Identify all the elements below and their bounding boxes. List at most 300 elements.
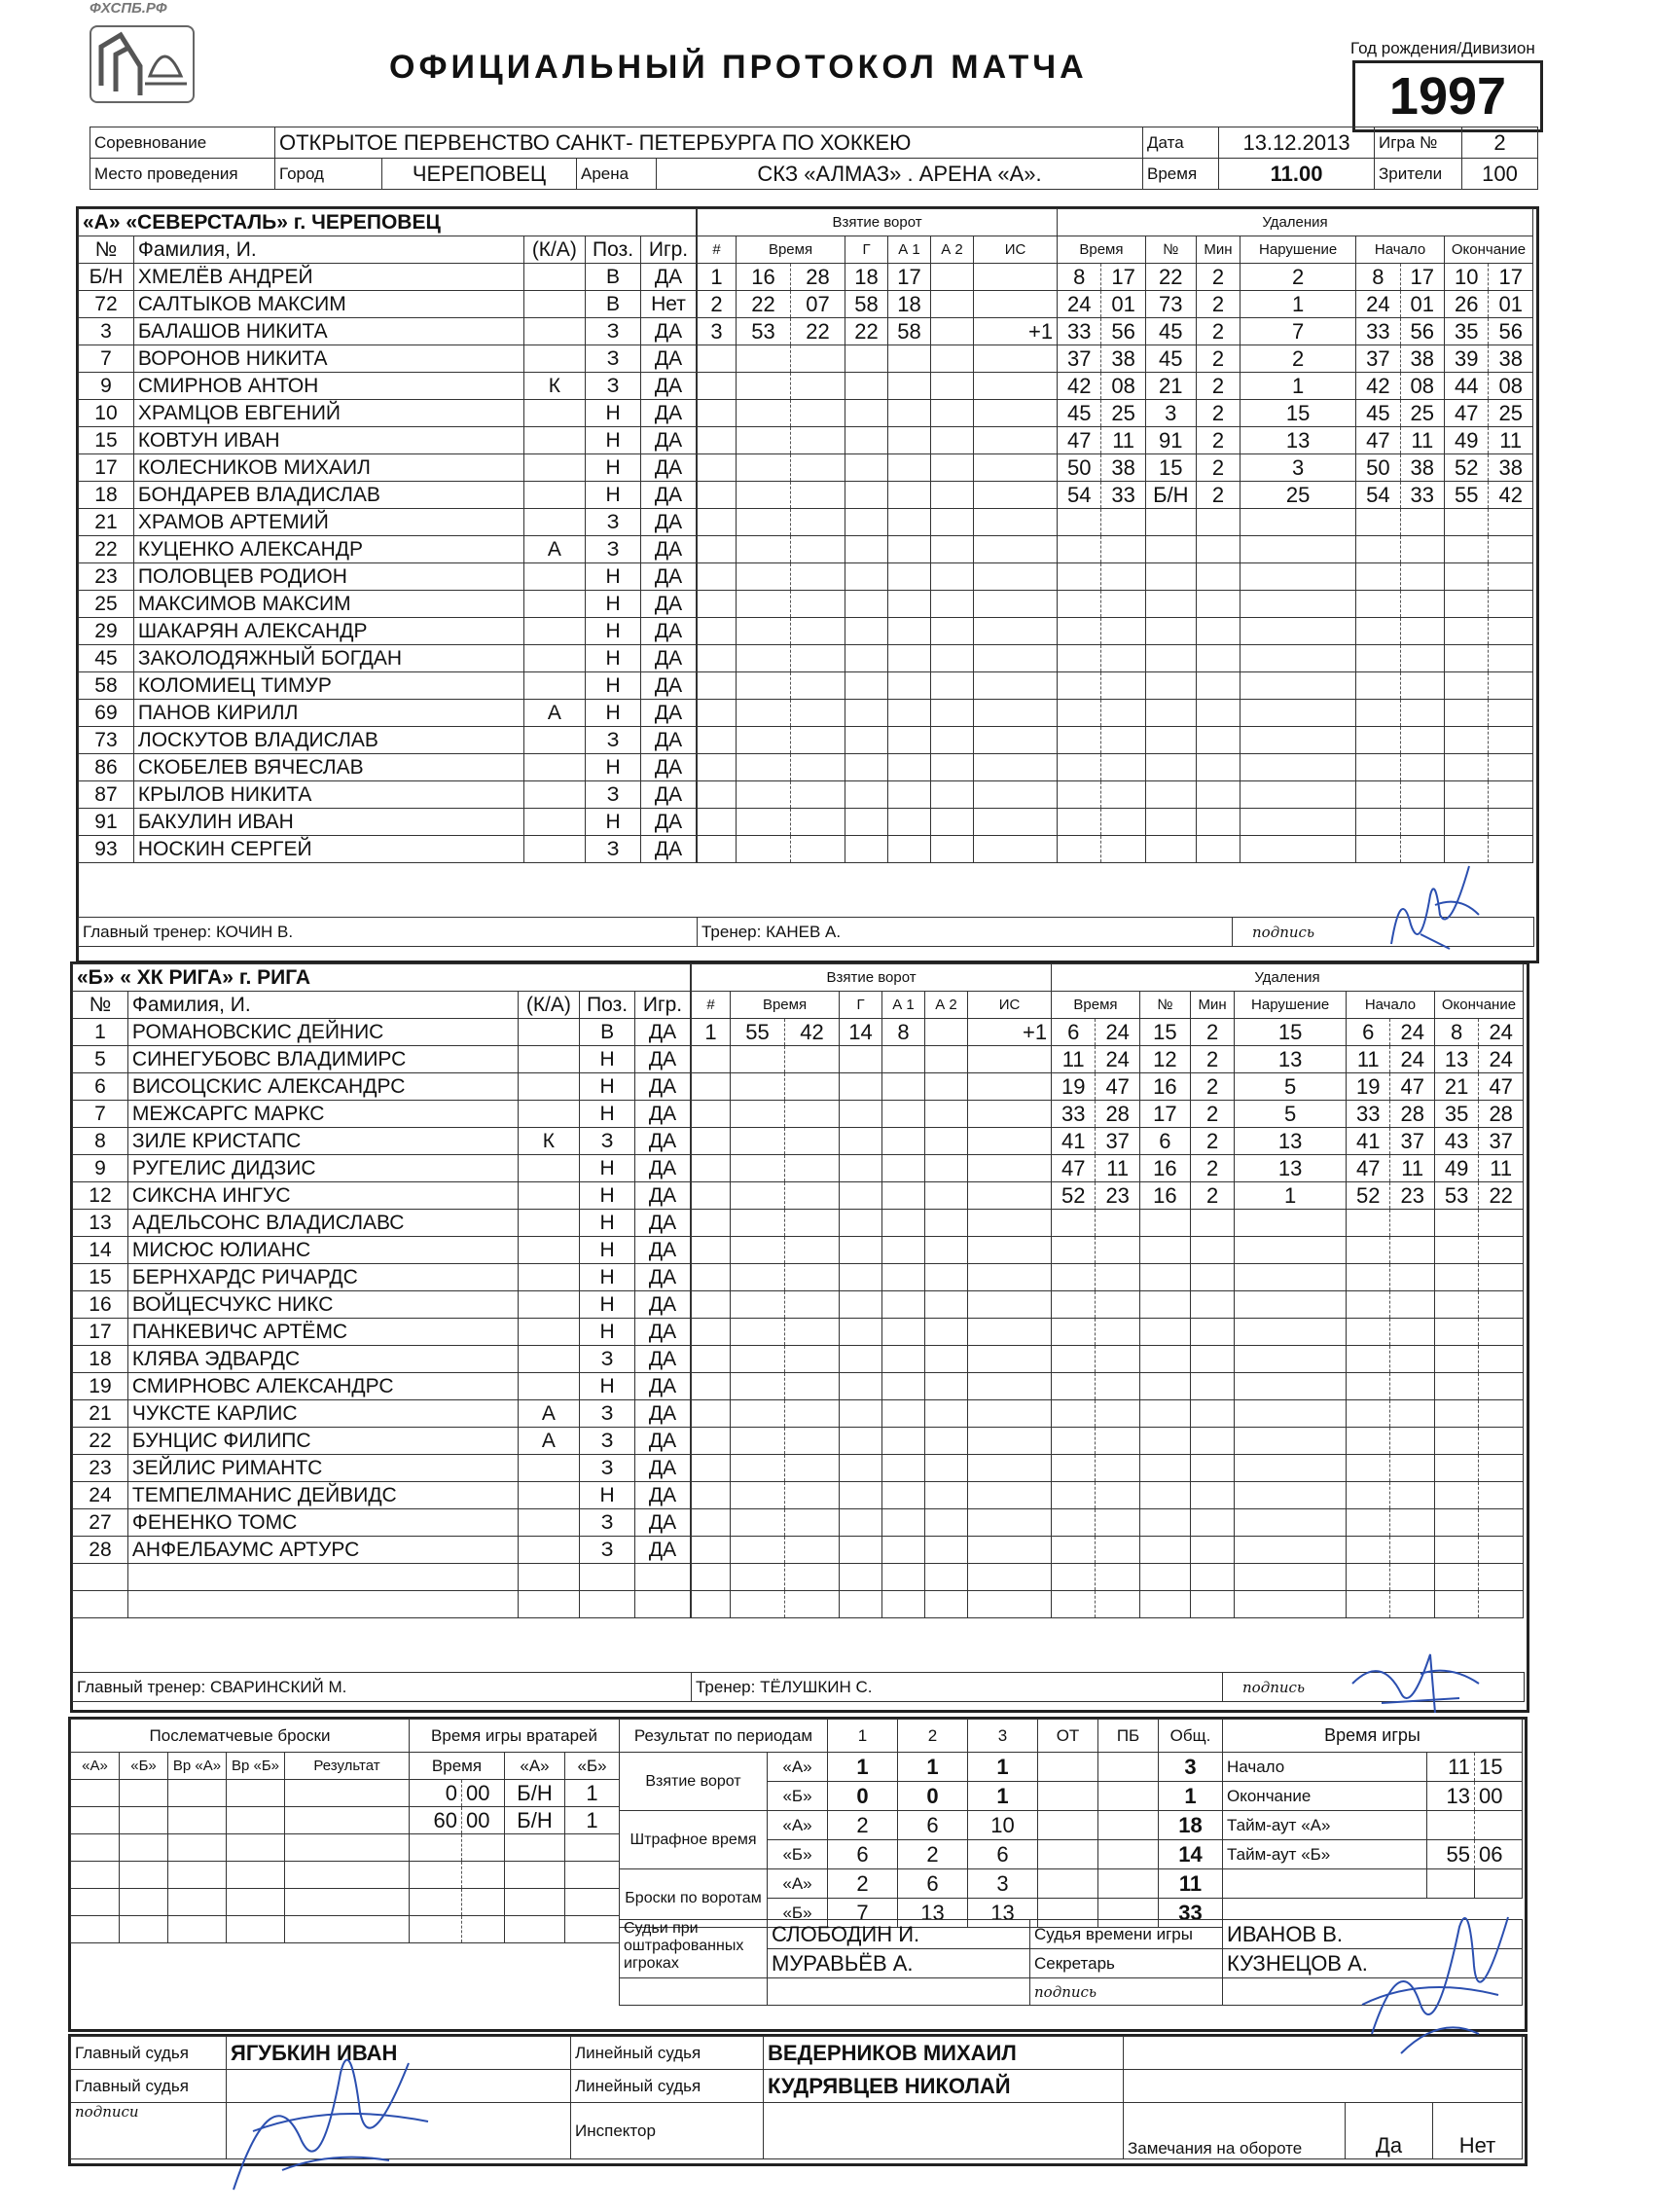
empty-cell xyxy=(737,536,791,563)
empty-cell xyxy=(698,345,737,373)
player-played: ДА xyxy=(635,1428,691,1455)
player-name: ХРАМОВ АРТЕМИЙ xyxy=(133,509,523,536)
empty-cell xyxy=(1434,1564,1478,1591)
player-number: 27 xyxy=(73,1509,128,1537)
pen-end-sec: 11 xyxy=(1489,427,1533,454)
goal-row xyxy=(698,509,1058,536)
empty-cell xyxy=(1434,1455,1478,1482)
empty-cell xyxy=(1390,1400,1434,1428)
pen-player: 45 xyxy=(1145,318,1196,345)
penalty-row xyxy=(1058,754,1533,781)
game-time-sec: 15 xyxy=(1475,1753,1523,1782)
empty-cell xyxy=(1434,1346,1478,1373)
goal-row xyxy=(692,1319,1052,1346)
empty-cell xyxy=(692,1155,731,1182)
empty-cell xyxy=(1196,781,1240,809)
spectators-label: Зрители xyxy=(1375,159,1462,190)
pim-value: 18 xyxy=(1159,1811,1223,1840)
pen-min: 41 xyxy=(1052,1128,1096,1155)
so-col-vrb: Вр «Б» xyxy=(227,1753,285,1780)
player-played: ДА xyxy=(641,345,697,373)
empty-cell xyxy=(1235,1291,1347,1319)
empty-cell xyxy=(968,1291,1052,1319)
player-name: ЗЕЙЛИС РИМАНТС xyxy=(127,1455,518,1482)
team-b-tag: «Б» xyxy=(768,1782,828,1811)
player-position: З xyxy=(586,373,641,400)
empty-cell xyxy=(1139,1564,1190,1591)
penalty-row xyxy=(1052,1237,1524,1264)
empty-cell xyxy=(882,1428,925,1455)
empty-cell xyxy=(692,1291,731,1319)
empty-cell xyxy=(692,1210,731,1237)
penalty-row xyxy=(1052,1073,1524,1101)
p-col-time: Время xyxy=(1058,236,1146,264)
goal-row xyxy=(692,1291,1052,1319)
team-a-tag: «А» xyxy=(768,1869,828,1899)
goal-min: 53 xyxy=(737,318,791,345)
empty-cell xyxy=(925,1537,968,1564)
player-position: З xyxy=(580,1509,635,1537)
penalty-row xyxy=(1052,1046,1524,1073)
empty-cell xyxy=(737,727,791,754)
goals-label: Взятие ворот xyxy=(620,1753,768,1811)
empty-cell xyxy=(968,1537,1052,1564)
empty-cell xyxy=(882,1264,925,1291)
g-col-g: Г xyxy=(840,992,882,1019)
empty-cell xyxy=(785,1237,840,1264)
empty-cell xyxy=(1240,591,1356,618)
goal-row xyxy=(692,1509,1052,1537)
p-col-min: Мин xyxy=(1190,992,1234,1019)
penalty-row xyxy=(1058,264,1533,291)
pen-player: 45 xyxy=(1145,345,1196,373)
pen-end-min: 44 xyxy=(1444,373,1488,400)
empty-cell xyxy=(974,781,1058,809)
empty-cell xyxy=(692,1128,731,1155)
team-b-trainer: ТЁЛУШКИН С. xyxy=(760,1677,873,1696)
game-time-label: Тайм-аут «А» xyxy=(1223,1811,1427,1840)
player-captain xyxy=(518,1455,579,1482)
empty-cell xyxy=(737,345,791,373)
pen-min: 50 xyxy=(1058,454,1101,482)
empty-cell xyxy=(1101,781,1145,809)
empty-cell xyxy=(1400,536,1444,563)
pen-end-sec: 37 xyxy=(1479,1128,1524,1155)
player-row xyxy=(79,672,697,700)
penalty-row xyxy=(1052,1101,1524,1128)
empty-cell xyxy=(925,1591,968,1618)
empty-cell xyxy=(731,1319,785,1346)
team-a-coaches xyxy=(78,917,1534,947)
g-col-time: Время xyxy=(731,992,840,1019)
empty-cell xyxy=(1400,781,1444,809)
player-position xyxy=(580,1591,635,1618)
goal-sec: 28 xyxy=(791,264,845,291)
empty-cell xyxy=(1139,1509,1190,1537)
empty-cell xyxy=(1347,1455,1390,1482)
player-position: Н xyxy=(586,427,641,454)
empty-cell xyxy=(71,1916,120,1943)
shots-value: 11 xyxy=(1159,1869,1223,1899)
player-row xyxy=(73,1182,691,1210)
player-name: СМИРНОВ АНТОН xyxy=(133,373,523,400)
remarks-yes[interactable]: Да xyxy=(1346,2103,1433,2159)
pim-row xyxy=(620,1811,1223,1840)
goalie-row xyxy=(410,1834,620,1862)
comp-label: Соревнование xyxy=(90,127,275,159)
pen-end-sec: 56 xyxy=(1489,318,1533,345)
empty-cell xyxy=(845,700,888,727)
empty-cell xyxy=(925,1073,968,1101)
empty-cell xyxy=(168,1834,227,1862)
goal-scorer: 18 xyxy=(845,264,888,291)
empty-cell xyxy=(1489,754,1533,781)
player-position xyxy=(580,1564,635,1591)
player-captain xyxy=(523,345,585,373)
player-name: БЕРНХАРДС РИЧАРДС xyxy=(127,1264,518,1291)
penalty-row xyxy=(1052,1182,1524,1210)
player-captain xyxy=(523,563,585,591)
box-judge-2: МУРАВЬЁВ А. xyxy=(768,1949,1030,1978)
game-number: 2 xyxy=(1462,127,1538,159)
empty-cell xyxy=(785,1509,840,1537)
pen-end-min: 21 xyxy=(1434,1073,1478,1101)
empty-cell xyxy=(1479,1319,1524,1346)
empty-cell xyxy=(785,1537,840,1564)
pen-minutes: 2 xyxy=(1196,318,1240,345)
empty-cell xyxy=(791,836,845,863)
pen-end-sec: 47 xyxy=(1479,1073,1524,1101)
per-col-total: Общ. xyxy=(1159,1720,1223,1753)
shootout-row xyxy=(71,1780,410,1807)
player-played: ДА xyxy=(635,1073,691,1101)
empty-cell xyxy=(227,1780,285,1807)
empty-cell xyxy=(974,400,1058,427)
empty-cell xyxy=(882,1182,925,1210)
empty-cell xyxy=(925,1373,968,1400)
goal-row xyxy=(692,1210,1052,1237)
pen-end-min: 43 xyxy=(1434,1128,1478,1155)
empty-cell xyxy=(168,1889,227,1916)
player-played: ДА xyxy=(641,754,697,781)
pen-sec: 11 xyxy=(1096,1155,1139,1182)
pen-start-min: 41 xyxy=(1347,1128,1390,1155)
empty-cell xyxy=(931,672,974,700)
empty-cell xyxy=(1479,1400,1524,1428)
penalty-row xyxy=(1058,318,1533,345)
empty-cell xyxy=(1101,836,1145,863)
player-number: 29 xyxy=(79,618,134,645)
empty-cell xyxy=(968,1400,1052,1428)
pen-start-min: 45 xyxy=(1356,400,1400,427)
empty-cell xyxy=(974,482,1058,509)
empty-cell xyxy=(565,1916,620,1943)
empty-cell xyxy=(698,427,737,454)
empty-cell xyxy=(845,754,888,781)
empty-cell xyxy=(1444,809,1488,836)
coach-label: Главный тренер: xyxy=(77,1677,206,1696)
shootout-row xyxy=(71,1807,410,1834)
empty-cell xyxy=(925,1210,968,1237)
empty-cell xyxy=(1196,563,1240,591)
empty-cell xyxy=(227,1834,285,1862)
empty-cell xyxy=(974,509,1058,536)
pen-min: 37 xyxy=(1058,345,1101,373)
player-number: 23 xyxy=(73,1455,128,1482)
empty-cell xyxy=(1145,809,1196,836)
empty-cell xyxy=(925,1101,968,1128)
empty-cell xyxy=(71,1780,120,1807)
empty-cell xyxy=(888,836,931,863)
player-name: ПОЛОВЦЕВ РОДИОН xyxy=(133,563,523,591)
empty-cell xyxy=(791,373,845,400)
empty-cell xyxy=(1479,1537,1524,1564)
pen-infraction: 3 xyxy=(1240,454,1356,482)
player-number: 24 xyxy=(73,1482,128,1509)
empty-cell xyxy=(1096,1264,1139,1291)
empty-cell xyxy=(1356,672,1400,700)
player-captain xyxy=(518,1509,579,1537)
pen-start-min: 54 xyxy=(1356,482,1400,509)
team-b-signature xyxy=(1343,1635,1489,1722)
empty-cell xyxy=(731,1182,785,1210)
empty-cell xyxy=(968,1591,1052,1618)
player-row xyxy=(73,1564,691,1591)
so-col-vra: Вр «А» xyxy=(168,1753,227,1780)
goal-row xyxy=(692,1591,1052,1618)
pim-value xyxy=(1098,1811,1159,1840)
empty-cell xyxy=(1139,1482,1190,1509)
pen-end-min: 39 xyxy=(1444,345,1488,373)
empty-cell xyxy=(1356,563,1400,591)
pen-min: 6 xyxy=(1052,1019,1096,1046)
empty-cell xyxy=(840,1210,882,1237)
player-captain xyxy=(518,1182,579,1210)
empty-cell xyxy=(925,1564,968,1591)
player-position: Н xyxy=(586,672,641,700)
pen-start-min: 47 xyxy=(1356,427,1400,454)
empty-cell xyxy=(1196,754,1240,781)
player-row xyxy=(73,1155,691,1182)
empty-cell xyxy=(882,1564,925,1591)
player-captain xyxy=(518,1537,579,1564)
empty-cell xyxy=(1390,1564,1434,1591)
pen-infraction: 5 xyxy=(1235,1073,1347,1101)
empty-cell xyxy=(1434,1237,1478,1264)
goal-assist-2 xyxy=(931,264,974,291)
g-col-a1: А 1 xyxy=(888,236,931,264)
penalty-row xyxy=(1058,781,1533,809)
player-played: ДА xyxy=(641,536,697,563)
pen-infraction: 13 xyxy=(1240,427,1356,454)
empty-cell xyxy=(692,1428,731,1455)
empty-cell xyxy=(974,727,1058,754)
empty-cell xyxy=(925,1046,968,1073)
empty-cell xyxy=(731,1482,785,1509)
pen-minutes: 2 xyxy=(1190,1019,1234,1046)
goal-row xyxy=(698,454,1058,482)
empty-cell xyxy=(1052,1210,1096,1237)
pen-player: 15 xyxy=(1145,454,1196,482)
pen-start-sec: 24 xyxy=(1390,1046,1434,1073)
pen-player: 16 xyxy=(1139,1182,1190,1210)
pen-infraction: 15 xyxy=(1235,1019,1347,1046)
player-played: ДА xyxy=(641,809,697,836)
empty-cell xyxy=(882,1537,925,1564)
empty-cell xyxy=(925,1455,968,1482)
pen-player: 17 xyxy=(1139,1101,1190,1128)
empty-cell xyxy=(285,1834,410,1862)
empty-cell xyxy=(737,509,791,536)
player-played: ДА xyxy=(641,318,697,345)
gk-col-a: «А» xyxy=(505,1753,565,1780)
player-played: ДА xyxy=(635,1455,691,1482)
p-col-start: Начало xyxy=(1356,236,1445,264)
empty-cell xyxy=(882,1128,925,1155)
coach-label: Главный тренер: xyxy=(83,922,212,941)
player-played: ДА xyxy=(635,1291,691,1319)
goal-number: 1 xyxy=(698,264,737,291)
empty-cell xyxy=(974,645,1058,672)
player-name: ЗИЛЕ КРИСТАПС xyxy=(127,1128,518,1155)
empty-cell xyxy=(565,1862,620,1889)
pen-end-sec: 17 xyxy=(1489,264,1533,291)
empty-cell xyxy=(840,1400,882,1428)
goal-min: 22 xyxy=(737,291,791,318)
empty-cell xyxy=(888,591,931,618)
penalty-row xyxy=(1052,1455,1524,1482)
empty-cell xyxy=(1240,836,1356,863)
pen-end-min: 8 xyxy=(1434,1019,1478,1046)
empty-cell xyxy=(692,1509,731,1537)
pen-player: 73 xyxy=(1145,291,1196,318)
empty-cell xyxy=(1101,509,1145,536)
player-played: ДА xyxy=(635,1346,691,1373)
player-number: 13 xyxy=(73,1210,128,1237)
empty-cell xyxy=(931,700,974,727)
pen-end-min: 13 xyxy=(1434,1046,1478,1073)
g-col-a1: А 1 xyxy=(882,992,925,1019)
player-number: 5 xyxy=(73,1046,128,1073)
empty-cell xyxy=(120,1916,168,1943)
player-played: ДА xyxy=(641,509,697,536)
empty-cell xyxy=(1052,1482,1096,1509)
pen-start-sec: 01 xyxy=(1400,291,1444,318)
player-number: 73 xyxy=(79,727,134,754)
pen-minutes: 2 xyxy=(1196,291,1240,318)
empty-cell xyxy=(968,1101,1052,1128)
goal-row xyxy=(692,1482,1052,1509)
game-time-label: Тайм-аут «Б» xyxy=(1223,1840,1427,1869)
pen-sec: 47 xyxy=(1096,1073,1139,1101)
empty-cell xyxy=(1190,1291,1234,1319)
goal-assist-1: 58 xyxy=(888,318,931,345)
shootout-title: Послематчевые броски xyxy=(71,1720,410,1753)
arena-label: Арена xyxy=(577,159,657,190)
p-col-min: Мин xyxy=(1196,236,1240,264)
player-number: 16 xyxy=(73,1291,128,1319)
empty-cell xyxy=(737,591,791,618)
empty-cell xyxy=(1190,1319,1234,1346)
pim-value xyxy=(1038,1811,1098,1840)
game-time-label: Окончание xyxy=(1223,1782,1427,1811)
empty-cell xyxy=(931,618,974,645)
box-judge-1: СЛОБОДИН И. xyxy=(768,1920,1030,1949)
remarks-no[interactable]: Нет xyxy=(1433,2103,1523,2159)
player-captain: А xyxy=(518,1400,579,1428)
empty-cell xyxy=(1240,509,1356,536)
player-played: ДА xyxy=(641,591,697,618)
empty-cell xyxy=(1347,1482,1390,1509)
empty-cell xyxy=(1235,1591,1347,1618)
player-position: Н xyxy=(586,809,641,836)
player-name: ПАНКЕВИЧС АРТЁМС xyxy=(127,1319,518,1346)
player-played: ДА xyxy=(641,672,697,700)
empty-cell xyxy=(1196,591,1240,618)
player-name xyxy=(127,1591,518,1618)
penalty-row xyxy=(1058,454,1533,482)
empty-cell xyxy=(1058,618,1101,645)
goal-row xyxy=(698,264,1058,291)
game-time-table xyxy=(1222,1719,1523,1899)
empty-cell xyxy=(785,1373,840,1400)
pen-end-min: 53 xyxy=(1434,1182,1478,1210)
pen-end-min: 35 xyxy=(1434,1101,1478,1128)
goal-sec: 22 xyxy=(791,318,845,345)
pen-sec: 33 xyxy=(1101,482,1145,509)
empty-cell xyxy=(698,645,737,672)
player-captain xyxy=(523,427,585,454)
empty-cell xyxy=(692,1264,731,1291)
per-col-1: 1 xyxy=(828,1720,898,1753)
player-played: ДА xyxy=(641,454,697,482)
player-captain xyxy=(523,645,585,672)
empty-cell xyxy=(925,1346,968,1373)
empty-cell xyxy=(1058,591,1101,618)
pen-infraction: 2 xyxy=(1240,345,1356,373)
inspector-label: Инспектор xyxy=(571,2103,764,2159)
empty-cell xyxy=(1390,1455,1434,1482)
empty-cell xyxy=(1139,1537,1190,1564)
player-row xyxy=(73,1319,691,1346)
competition: ОТКРЫТОЕ ПЕРВЕНСТВО САНКТ- ПЕТЕРБУРГА ПО ХОККЕЮ xyxy=(275,127,1143,159)
remarks-label: Замечания на обороте xyxy=(1124,2103,1346,2159)
player-row xyxy=(79,373,697,400)
player-played: ДА xyxy=(641,427,697,454)
empty-cell xyxy=(1434,1264,1478,1291)
player-number: 7 xyxy=(73,1101,128,1128)
gk-team-b: 1 xyxy=(565,1807,620,1834)
empty-cell xyxy=(931,536,974,563)
empty-cell xyxy=(1347,1210,1390,1237)
shootout-row xyxy=(71,1834,410,1862)
player-number: 22 xyxy=(79,536,134,563)
penalty-row xyxy=(1058,509,1533,536)
team-a-coach: КОЧИН В. xyxy=(215,922,294,941)
pen-start-sec: 38 xyxy=(1400,345,1444,373)
empty-cell xyxy=(1444,781,1488,809)
empty-cell xyxy=(785,1591,840,1618)
empty-cell xyxy=(1096,1346,1139,1373)
empty-cell xyxy=(840,1237,882,1264)
empty-cell xyxy=(974,672,1058,700)
goal-row xyxy=(692,1182,1052,1210)
shootout-row xyxy=(71,1916,410,1943)
player-position: В xyxy=(586,291,641,318)
player-name: БАЛАШОВ НИКИТА xyxy=(133,318,523,345)
player-played: ДА xyxy=(641,373,697,400)
gk-team-b: 1 xyxy=(565,1780,620,1807)
